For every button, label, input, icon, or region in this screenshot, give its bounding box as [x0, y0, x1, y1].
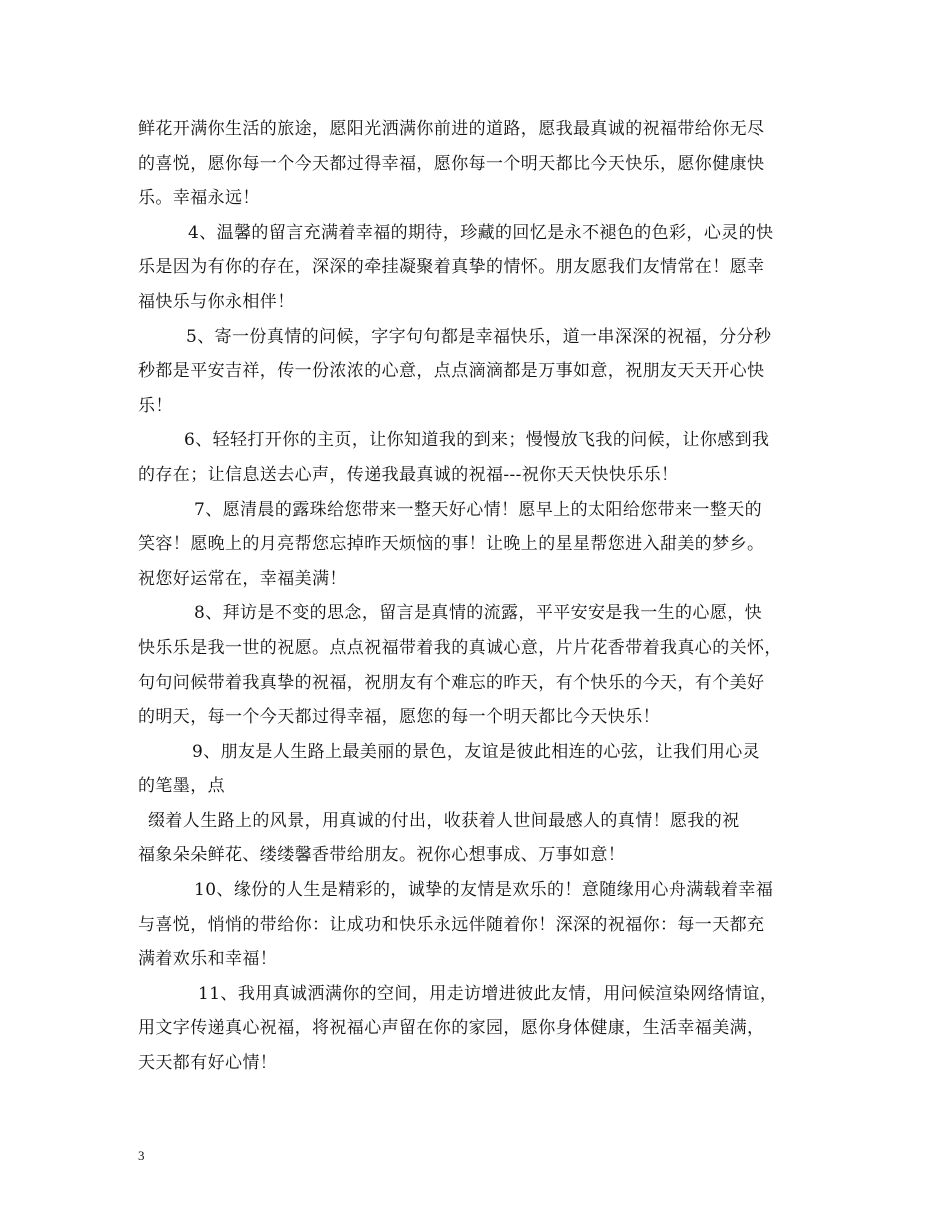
text-line: 福快乐与你永相伴！: [138, 291, 295, 312]
text-line: 缀着人生路上的风景，用真诚的付出，收获着人世间最感人的真情！愿我的祝: [148, 810, 740, 831]
text-line: 5、寄一份真情的问候，字字句句都是幸福快乐，道一串深深的祝福，分分秒: [186, 326, 772, 347]
text-line: 用文字传递真心祝福，将祝福心声留在你的家园，愿你身体健康，生活幸福美满，: [138, 1018, 765, 1039]
text-line: 秒都是平安吉祥，传一份浓浓的心意，点点滴滴都是万事如意，祝朋友天天开心快: [138, 361, 765, 382]
text-line: 7、愿清晨的露珠给您带来一整天好心情！愿早上的太阳给您带来一整天的: [194, 499, 763, 520]
text-line: 满着欢乐和幸福！: [138, 949, 278, 970]
text-line: 快乐乐是我一世的祝愿。点点祝福带着我的真诚心意，片片花香带着我真心的关怀，: [138, 637, 782, 658]
text-line: 8、拜访是不变的思念，留言是真情的流露，平平安安是我一生的心愿，快: [194, 603, 763, 624]
text-line: 句句问候带着我真挚的祝福，祝朋友有个难忘的昨天，有个快乐的今天，有个美好: [138, 672, 765, 693]
text-line: 祝您好运常在，幸福美满！: [138, 568, 347, 589]
page-number: 3: [138, 1148, 145, 1163]
text-line: 的笔墨，点: [138, 776, 225, 797]
text-line: 10、缘份的人生是精彩的，诚挚的友情是欢乐的！意随缘用心舟满载着幸福: [194, 880, 774, 901]
text-line: 鲜花开满你生活的旅途，愿阳光洒满你前进的道路，愿我最真诚的祝福带给你无尽: [138, 119, 765, 139]
text-line: 乐！: [138, 395, 173, 416]
text-line: 天天都有好心情！: [138, 1053, 278, 1074]
document-body: [138, 112, 818, 1081]
text-line: 笑容！愿晚上的月亮帮您忘掉昨天烦恼的事！让晚上的星星帮您进入甜美的梦乡。: [138, 534, 765, 555]
text-line: 与喜悦，悄悄的带给你：让成功和快乐永远伴随着你！深深的祝福你：每一天都充: [138, 914, 765, 935]
text-line: 4、温馨的留言充满着幸福的期待，珍藏的回忆是永不褪色的色彩，心灵的快: [188, 222, 774, 243]
text-line: 的明天，每一个今天都过得幸福，愿您的每一个明天都比今天快乐！: [138, 707, 660, 728]
text-line: 福象朵朵鲜花、缕缕馨香带给朋友。祝你心想事成、万事如意！: [138, 845, 626, 866]
text-line: 的存在；让信息送去心声，传递我最真诚的祝福---祝你天天快快乐乐！: [138, 464, 679, 485]
text-line: 乐。幸福永远！: [138, 188, 260, 209]
text-line: 11、我用真诚洒满你的空间，用走访增进彼此友情，用问候渲染网络情谊，: [198, 983, 778, 1004]
text-line: 的喜悦，愿你每一个今天都过得幸福，愿你每一个明天都比今天快乐，愿你健康快: [138, 153, 765, 174]
text-line: 9、朋友是人生路上最美丽的景色，友谊是彼此相连的心弦，让我们用心灵: [192, 741, 761, 762]
text-line: 6、轻轻打开你的主页，让你知道我的到来；慢慢放飞我的问候，让你感到我: [184, 430, 770, 451]
text-line: 乐是因为有你的存在，深深的牵挂凝聚着真挚的情怀。朋友愿我们友情常在！愿幸: [138, 257, 765, 278]
